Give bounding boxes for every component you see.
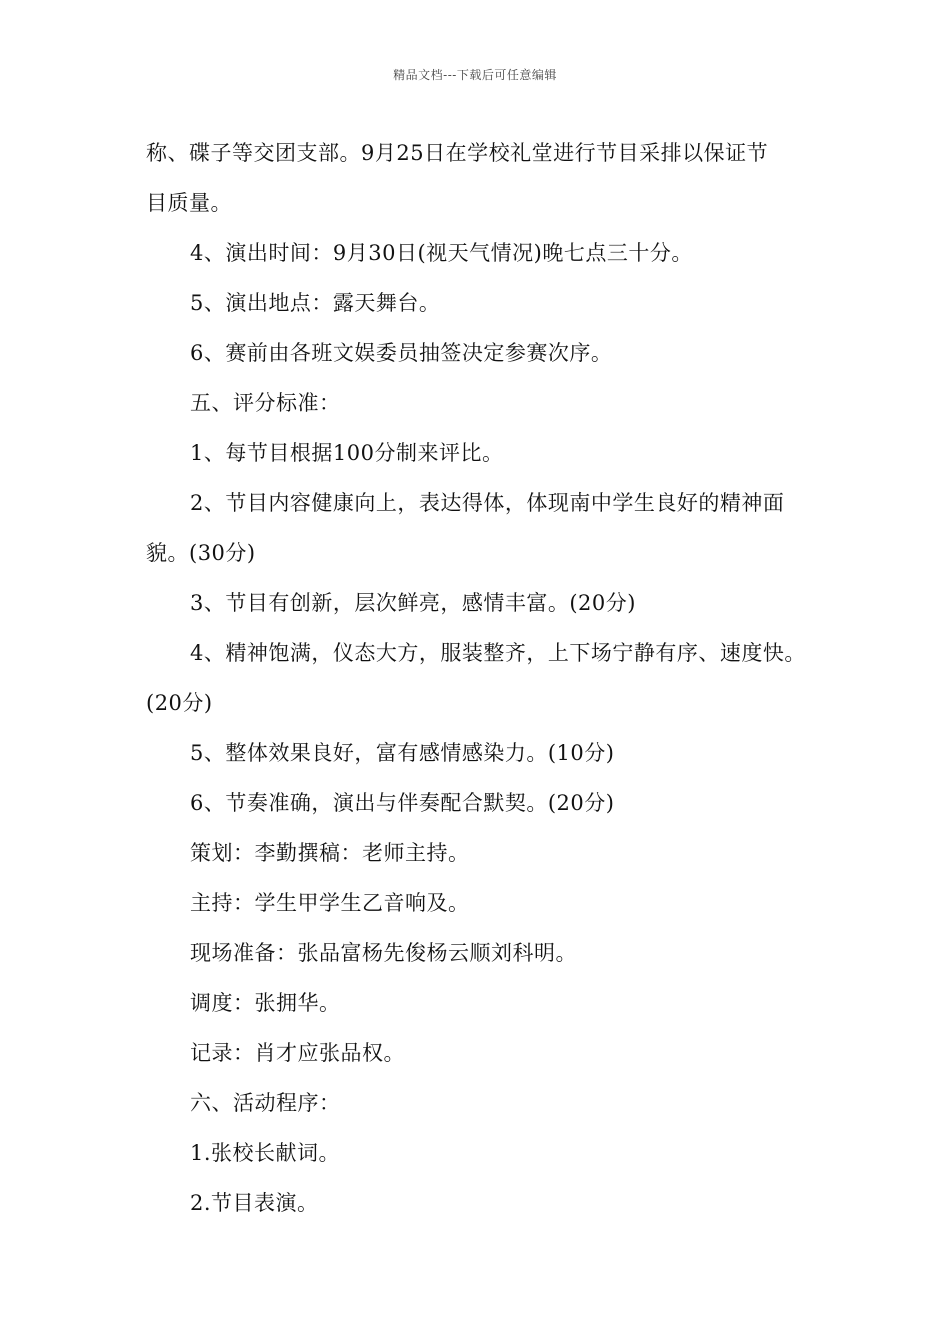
- paragraph-line: 4、精神饱满，仪态大方，服装整齐，上下场宁静有序、速度快。: [190, 641, 806, 665]
- section-heading: 六、活动程序：: [190, 1091, 341, 1115]
- paragraph-line: 6、赛前由各班文娱委员抽签决定参赛次序。: [190, 341, 613, 365]
- paragraph-line: 5、整体效果良好，富有感情感染力。(10分): [190, 741, 615, 765]
- paragraph-line: 3、节目有创新，层次鲜亮，感情丰富。(20分): [190, 591, 636, 615]
- section-heading: 五、评分标准：: [190, 391, 341, 415]
- paragraph-line: 调度：张拥华。: [190, 991, 341, 1015]
- paragraph-line: 2.节目表演。: [190, 1191, 319, 1215]
- paragraph-line: 称、碟子等交团支部。9月25日在学校礼堂进行节目采排以保证节: [146, 141, 769, 165]
- paragraph-line: 策划：李勤撰稿：老师主持。: [190, 841, 470, 865]
- page-header: 精品文档---下载后可任意编辑: [393, 68, 557, 82]
- paragraph-line: 6、节奏准确，演出与伴奏配合默契。(20分): [190, 791, 615, 815]
- paragraph-line: 目质量。: [146, 191, 232, 215]
- document-body: [146, 128, 810, 1228]
- paragraph-line: 1.张校长献词。: [190, 1141, 341, 1165]
- paragraph-line: 现场准备：张品富杨先俊杨云顺刘科明。: [190, 941, 577, 965]
- paragraph-line: 记录：肖才应张品权。: [190, 1041, 405, 1065]
- paragraph-line: (20分): [146, 691, 213, 715]
- paragraph-line: 5、演出地点：露天舞台。: [190, 291, 441, 315]
- paragraph-line: 主持：学生甲学生乙音响及。: [190, 891, 470, 915]
- paragraph-line: 貌。(30分): [146, 541, 256, 565]
- paragraph-line: 2、节目内容健康向上，表达得体，体现南中学生良好的精神面: [190, 491, 785, 515]
- paragraph-line: 4、演出时间：9月30日(视天气情况)晚七点三十分。: [190, 241, 693, 265]
- paragraph-line: 1、每节目根据100分制来评比。: [190, 441, 504, 465]
